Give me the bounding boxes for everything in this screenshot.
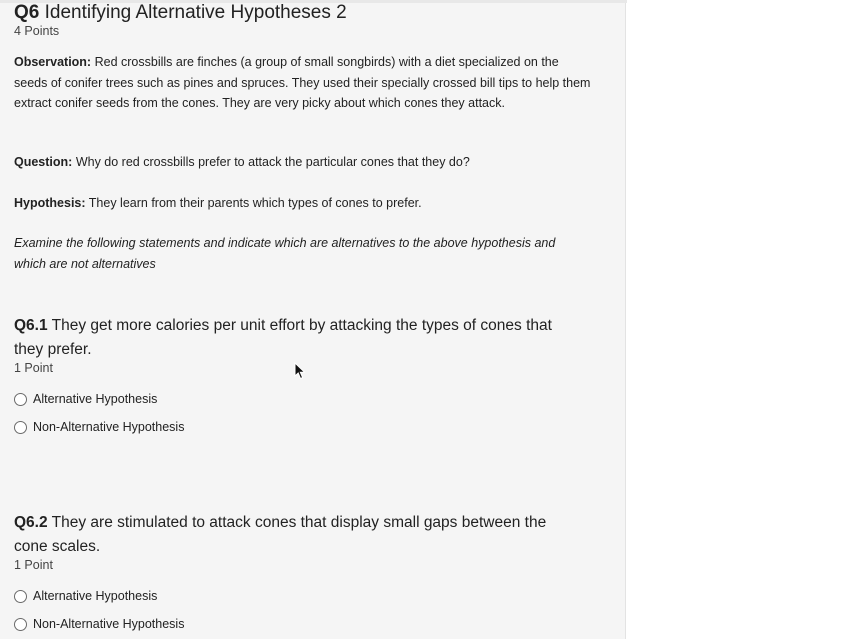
subquestion-1-title [14,314,584,362]
question-points: 4 Points [14,24,60,38]
question-title-text: Identifying Alternative Hypotheses 2 [44,2,347,23]
subquestion-1-points: 1 Point [14,361,53,375]
option-label: Non-Alternative Hypothesis [33,420,185,434]
question-paragraph [14,152,594,173]
option-label: Alternative Hypothesis [33,589,158,603]
question-label: Question: [14,155,73,169]
mouse-cursor-icon [294,362,306,380]
hypothesis-text: They learn from their parents which types of cones to prefer. [88,196,422,210]
subquestion-1-text: They get more calories per unit effort by attacking the types of cones that they prefer. [14,317,552,358]
subquestion-2-title [14,511,584,559]
subquestion-1-option-non-alternative[interactable] [14,418,184,436]
radio-button[interactable] [14,393,27,406]
question-text: Why do red crossbills prefer to attack the particular cones that they do? [75,155,470,169]
question-number: Q6 [14,2,40,23]
subquestion-1-option-alternative[interactable] [14,390,157,408]
subquestion-2-option-non-alternative[interactable] [14,615,184,633]
radio-button[interactable] [14,618,27,631]
instructions-paragraph: Examine the following statements and indicate which are alternatives to the above hypothesis and which are not alternatives [14,236,556,271]
hypothesis-label: Hypothesis: [14,196,86,210]
subquestion-2-option-alternative[interactable] [14,587,157,605]
subquestion-2-text: They are stimulated to attack cones that display small gaps between the cone scales. [14,514,547,555]
right-sidebar [627,0,863,639]
subquestion-2-points: 1 Point [14,558,53,572]
observation-paragraph [14,52,594,114]
observation-label: Observation: [14,55,92,69]
subquestion-2-number: Q6.2 [14,514,48,531]
observation-text: Red crossbills are finches (a group of small songbirds) with a diet specialized on the seeds of conifer trees such as pines and spruces. They used their specially crossed bill tips to help them extract conifer seeds from the cones. They are very picky about which cones they attack. [14,55,591,110]
option-label: Alternative Hypothesis [33,392,158,406]
radio-button[interactable] [14,421,27,434]
subquestion-1-number: Q6.1 [14,317,48,334]
option-label: Non-Alternative Hypothesis [33,617,185,631]
hypothesis-paragraph [14,193,594,214]
radio-button[interactable] [14,590,27,603]
question-title [14,2,347,24]
